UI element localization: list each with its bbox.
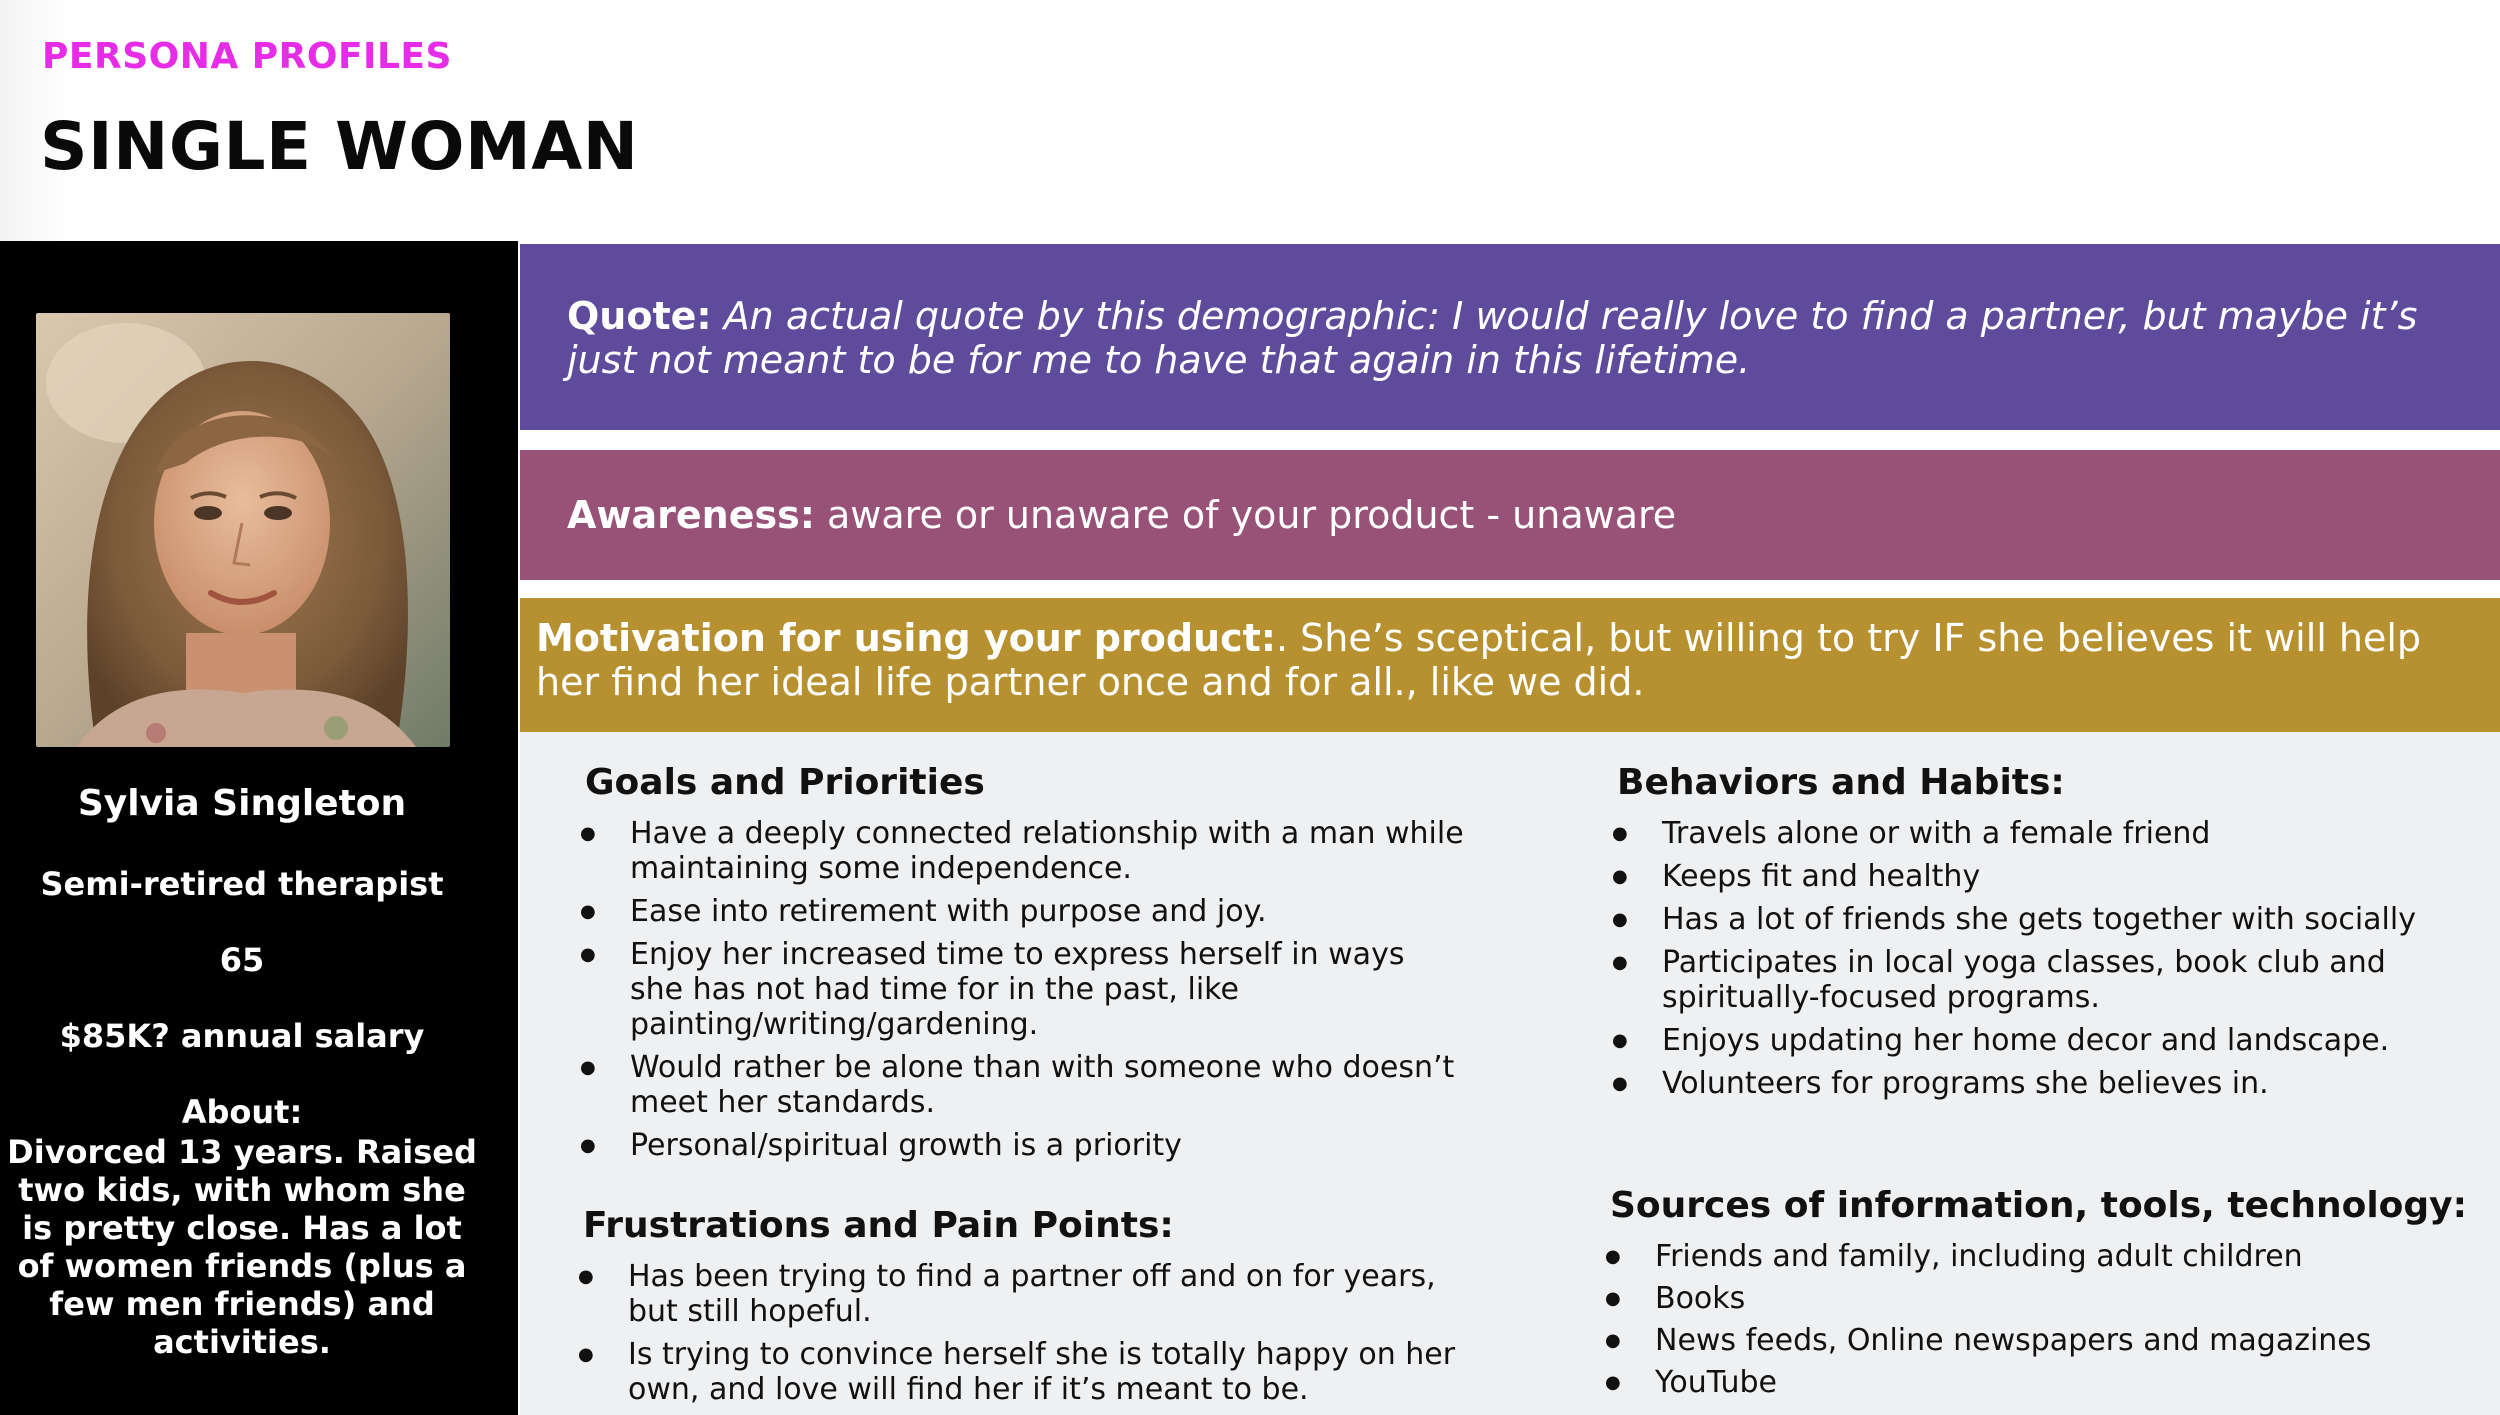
persona-name: Sylvia Singleton bbox=[77, 783, 407, 824]
list-item: ● Volunteers for programs she believes in. bbox=[1597, 1066, 2477, 1101]
list-item: ● Enjoys updating her home decor and landscape. bbox=[1597, 1023, 2477, 1058]
goals-title: Goals and Priorities bbox=[585, 762, 985, 803]
list-item: ● Books bbox=[1590, 1281, 2470, 1316]
persona-salary: $85K? annual salary bbox=[59, 1017, 425, 1055]
awareness-text: aware or unaware of your product - unaware bbox=[814, 493, 1677, 537]
motivation-band bbox=[520, 598, 2500, 732]
awareness-label: Awareness: bbox=[567, 493, 815, 537]
portrait-illustration bbox=[36, 313, 450, 747]
frustrations-list bbox=[563, 1259, 1463, 1415]
motivation-label: Motivation for using your product: bbox=[536, 616, 1276, 660]
list-item: ● Personal/spiritual growth is a priority bbox=[565, 1128, 1465, 1163]
list-item: ● YouTube bbox=[1590, 1365, 2470, 1400]
behaviors-list bbox=[1597, 816, 2477, 1109]
persona-details bbox=[520, 732, 2500, 1415]
goals-list bbox=[565, 816, 1465, 1171]
persona-about-label: About: bbox=[181, 1093, 303, 1131]
list-item: ● Travels alone or with a female friend bbox=[1597, 816, 2477, 851]
list-item: ● Enjoy her increased time to express herself in ways she has not had time for in the past, like painting/writing/gardening. bbox=[565, 937, 1465, 1042]
persona-age: 65 bbox=[219, 941, 265, 979]
quote-label: Quote: bbox=[567, 294, 712, 338]
list-item: ● Ease into retirement with purpose and joy. bbox=[565, 894, 1465, 929]
list-item: ● News feeds, Online newspapers and magazines bbox=[1590, 1323, 2470, 1358]
motivation-text: . She’s sceptical, but willing to try IF she believes it will help her find her ideal life partner once and for all., like we did. bbox=[536, 616, 2422, 704]
page-title: SINGLE WOMAN bbox=[40, 108, 639, 185]
sources-title: Sources of information, tools, technology: bbox=[1610, 1185, 2468, 1226]
persona-about-text: Divorced 13 years. Raised two kids, with whom she is pretty close. Has a lot of women friends (plus a few men friends) and activities. bbox=[7, 1133, 477, 1361]
awareness-band bbox=[520, 450, 2500, 580]
frustrations-title: Frustrations and Pain Points: bbox=[583, 1205, 1174, 1246]
portrait-photo bbox=[36, 313, 450, 747]
list-item: ● Keeps fit and healthy bbox=[1597, 859, 2477, 894]
list-item: ● Have a deeply connected relationship with a man while maintaining some independence. bbox=[565, 816, 1465, 886]
sources-list bbox=[1590, 1239, 2470, 1407]
persona-sidebar bbox=[0, 241, 518, 1415]
list-item: ● Friends and family, including adult children bbox=[1590, 1239, 2470, 1274]
list-item: ● Has a lot of friends she gets together with socially bbox=[1597, 902, 2477, 937]
quote-band bbox=[520, 244, 2500, 430]
quote-text: An actual quote by this demographic: I would really love to find a partner, but maybe it’s just not meant to be for me to have that again in this lifetime. bbox=[567, 294, 2418, 382]
list-item: ● Would rather be alone than with someone who doesn’t meet her standards. bbox=[565, 1050, 1465, 1120]
persona-role: Semi-retired therapist bbox=[40, 865, 444, 903]
list-item: ● Participates in local yoga classes, book club and spiritually-focused programs. bbox=[1597, 945, 2477, 1015]
list-item: ● Has been trying to find a partner off and on for years, but still hopeful. bbox=[563, 1259, 1463, 1329]
behaviors-title: Behaviors and Habits: bbox=[1617, 762, 2065, 803]
header-kicker: PERSONA PROFILES bbox=[42, 36, 452, 77]
list-item: ● Is trying to convince herself she is totally happy on her own, and love will find her if it’s meant to be. bbox=[563, 1337, 1463, 1407]
